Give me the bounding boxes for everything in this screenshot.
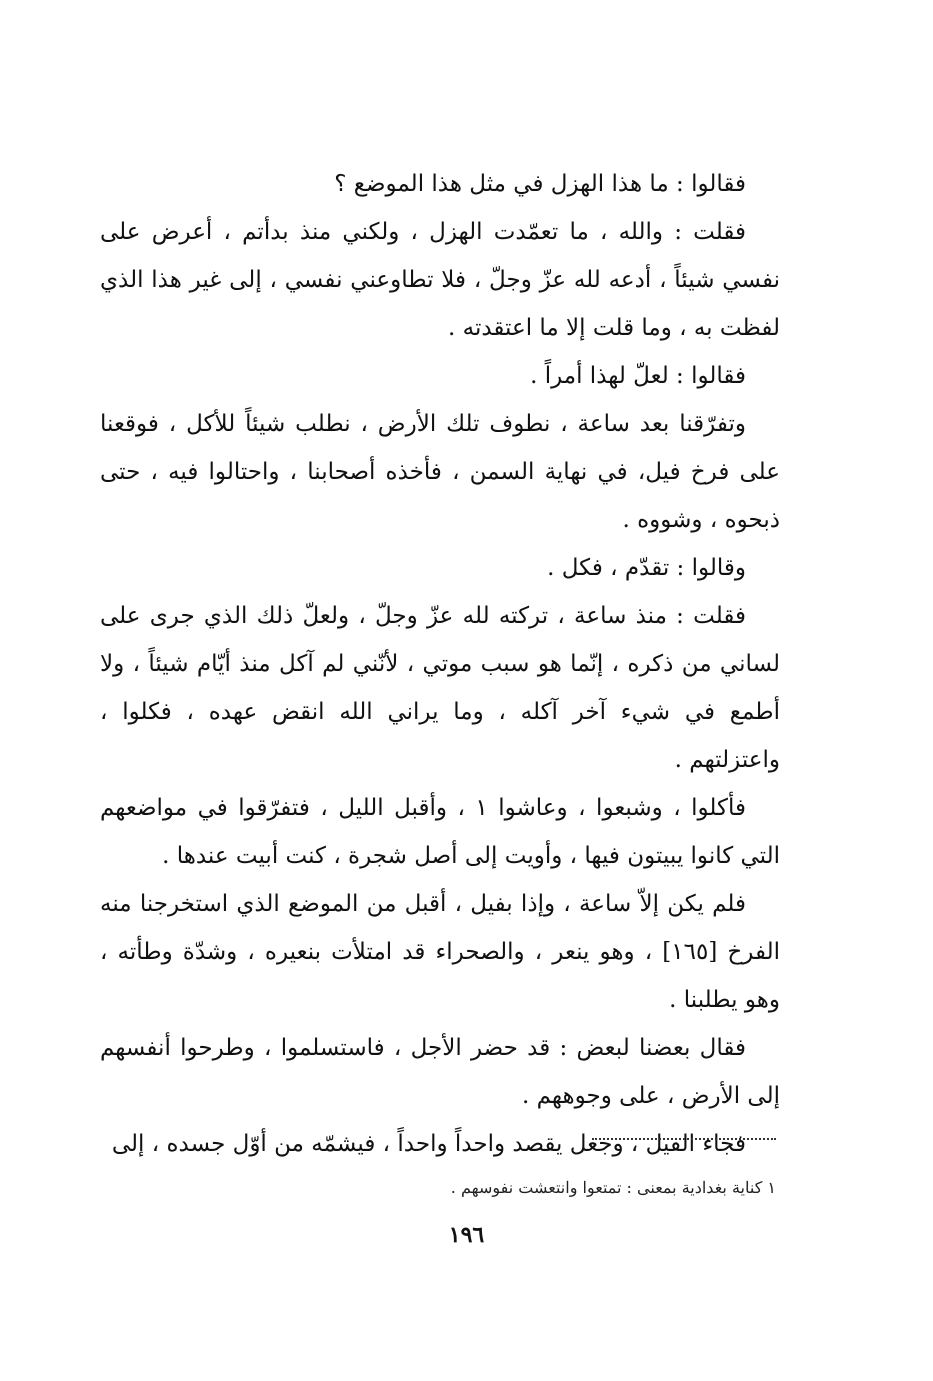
paragraph-1	[100, 160, 780, 208]
paragraph-text: فقالوا : ما هذا الهزل في مثل هذا الموضع ؟	[334, 171, 746, 197]
paragraph-8	[100, 880, 780, 1024]
paragraph-10	[100, 1120, 780, 1168]
page-number: ١٩٦	[448, 1222, 485, 1248]
paragraph-text: فقلت : والله ، ما تعمّدت الهزل ، ولكني منذ بدأتم ، أعرض على نفسي شيئاً ، أدعه لله عزّ وجلّ ، فلا تطاوعني نفسي ، إلى غير هذا الذي لفظت به ، وما قلت إلا ما اعتقدته .	[100, 219, 780, 341]
paragraph-9	[100, 1024, 780, 1120]
paragraph-3	[100, 352, 780, 400]
footnote-separator	[592, 1138, 776, 1140]
paragraph-text: فأكلوا ، وشبعوا ، وعاشوا ١ ، وأقبل الليل ، فتفرّقوا في مواضعهم التي كانوا يبيتون فيها ، وأويت إلى أصل شجرة ، كنت أبيت عندها .	[100, 795, 780, 869]
paragraph-text: فقال بعضنا لبعض : قد حضر الأجل ، فاستسلموا ، وطرحوا أنفسهم إلى الأرض ، على وجوههم .	[100, 1035, 780, 1109]
paragraph-5	[100, 544, 780, 592]
paragraph-text: وتفرّقنا بعد ساعة ، نطوف تلك الأرض ، نطلب شيئاً للأكل ، فوقعنا على فرخ فيل، في نهاية السمن ، فأخذه أصحابنا ، واحتالوا فيه ، حتى ذبحوه ، وشووه .	[100, 411, 780, 533]
paragraph-text: فجاء الفيل ، وجعل يقصد واحداً واحداً ، فيشمّه من أوّل جسده ، إلى	[111, 1131, 746, 1157]
paragraph-6	[100, 592, 780, 784]
paragraph-4	[100, 400, 780, 544]
paragraph-text: وقالوا : تقدّم ، فكل .	[547, 555, 746, 581]
paragraph-text: فلم يكن إلاّ ساعة ، وإذا بفيل ، أقبل من الموضع الذي استخرجنا منه الفرخ [١٦٥] ، وهو ينعر ، والصحراء قد امتلأت بنعيره ، وشدّة وطأته ، وهو يطلبنا .	[100, 891, 780, 1013]
main-text	[100, 160, 780, 1168]
paragraph-text: فقالوا : لعلّ لهذا أمراً .	[530, 363, 746, 389]
paragraph-text: فقلت : منذ ساعة ، تركته لله عزّ وجلّ ، ولعلّ ذلك الذي جرى على لساني من ذكره ، إنّما هو سبب موتي ، لأنّني لم آكل منذ أيّام شيئاً ، ولا أطمع في شيء آخر آكله ، وما يراني الله انقض عهده ، فكلوا ، واعتزلتهم .	[100, 603, 780, 773]
footnote: ١ كناية بغدادية بمعنى : تمتعوا وانتعشت نفوسهم .	[450, 1178, 776, 1197]
paragraph-7	[100, 784, 780, 880]
paragraph-2	[100, 208, 780, 352]
